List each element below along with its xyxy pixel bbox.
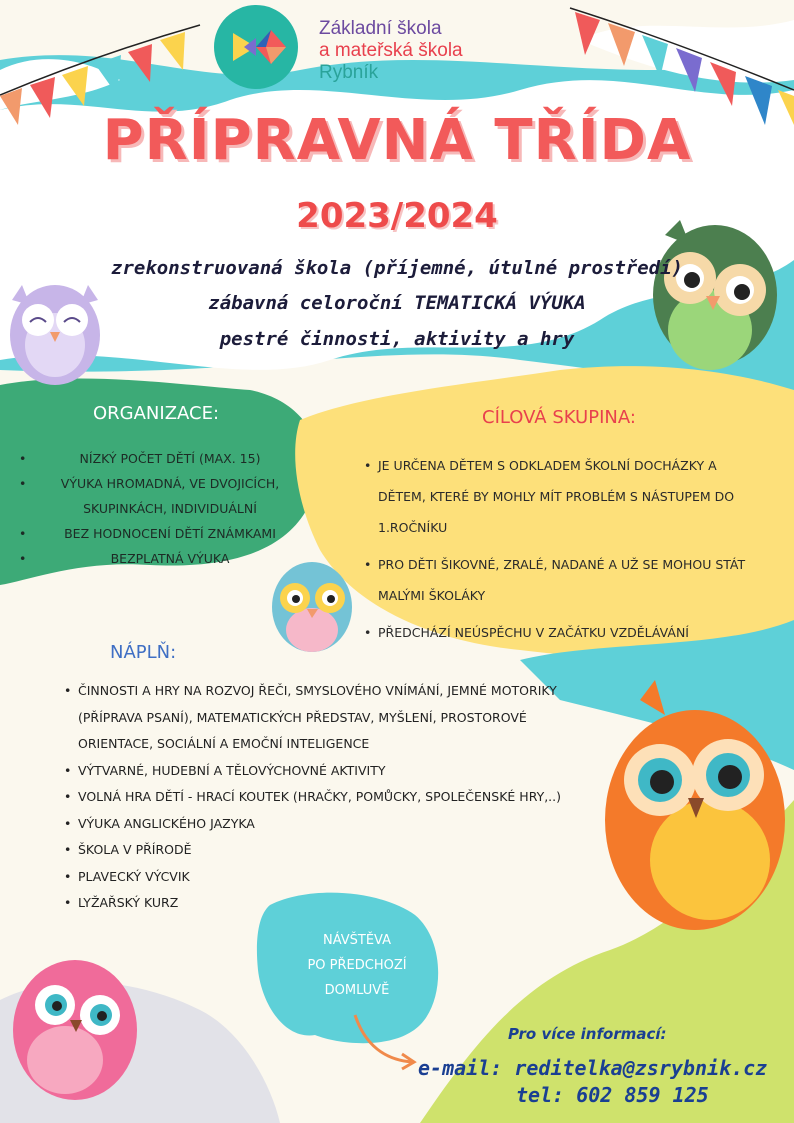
list-item: • VÝTVARNÉ, HUDEBNÍ A TĚLOVÝCHOVNÉ AKTIVITY [64,758,584,785]
school-name-line2: a mateřská škola [319,40,463,61]
organizace-heading: ORGANIZACE: [93,403,220,424]
school-name-line3: Rybník [319,62,379,83]
owl-icon [272,562,352,652]
list-item: • VÝUKA HROMADNÁ, VE DVOJICÍCH, [55,471,285,496]
contact-email[interactable]: e-mail: reditelka@zsrybnik.cz [418,1056,768,1080]
intro-line-1: zrekonstruovaná škola (příjemné, útulné prostředí) [111,257,683,279]
list-item: SKUPINKÁCH, INDIVIDUÁLNÍ [83,501,257,516]
list-item: • PRO DĚTI ŠIKOVNÉ, ZRALÉ, NADANÉ A UŽ SE MOHOU STÁT MALÝMI ŠKOLÁKY [364,549,764,611]
school-year: 2023/2024 [296,196,498,236]
list-item: • PLAVECKÝ VÝCVIK [64,864,584,891]
list-item: • ŠKOLA V PŘÍRODĚ [64,837,584,864]
visit-note [282,928,432,1003]
napln-heading: NÁPLŇ: [110,642,177,663]
visit-line: PO PŘEDCHOZÍ [307,958,407,973]
list-item: • VOLNÁ HRA DĚTÍ - HRACÍ KOUTEK (HRAČKY, POMŮCKY, SPOLEČENSKÉ HRY,..) [64,784,584,811]
cilova-heading: CÍLOVÁ SKUPINA: [482,407,636,428]
visit-line: DOMLUVĚ [324,983,390,998]
list-item: • NÍZKÝ POČET DĚTÍ (MAX. 15) [55,446,285,471]
list-item: • PŘEDCHÁZÍ NEÚSPĚCHU V ZAČÁTKU VZDĚLÁVÁNÍ [364,617,764,648]
page-title: PŘÍPRAVNÁ TŘÍDA [102,108,692,173]
school-name-line1: Základní škola [319,18,442,39]
list-item: • BEZ HODNOCENÍ DĚTÍ ZNÁMKAMI [55,521,285,546]
list-item: • VÝUKA ANGLICKÉHO JAZYKA [64,811,584,838]
contact-tel[interactable]: tel: 602 859 125 [516,1083,709,1107]
contact-heading: Pro více informací: [508,1025,667,1043]
cilova-list [364,450,764,654]
list-item: • LYŽAŘSKÝ KURZ [64,890,584,917]
list-item: • ČINNOSTI A HRY NA ROZVOJ ŘEČI, SMYSLOVÉHO VNÍMÁNÍ, JEMNÉ MOTORIKY (PŘÍPRAVA PSANÍ), MATEMATICKÝCH PŘEDSTAV, MYŠLENÍ, PROSTOROVÉ ORIENTACE, SOCIÁLNÍ A EMOČNÍ INTELIGENCE [64,678,584,758]
organizace-list [55,446,285,571]
logo-icon [214,5,298,89]
intro-line-2: zábavná celoroční TEMATICKÁ VÝUKA [208,292,586,314]
owl-icon [13,960,137,1100]
napln-list [64,678,584,917]
visit-line: NÁVŠTĚVA [322,933,392,948]
list-item: • JE URČENA DĚTEM S ODKLADEM ŠKOLNÍ DOCHÁZKY A DĚTEM, KTERÉ BY MOHLY MÍT PROBLÉM S NÁSTUPEM DO 1.ROČNÍKU [364,450,764,543]
school-name [319,18,463,84]
list-item: • BEZPLATNÁ VÝUKA [55,546,285,571]
intro-line-3: pestré činnosti, aktivity a hry [219,328,575,350]
